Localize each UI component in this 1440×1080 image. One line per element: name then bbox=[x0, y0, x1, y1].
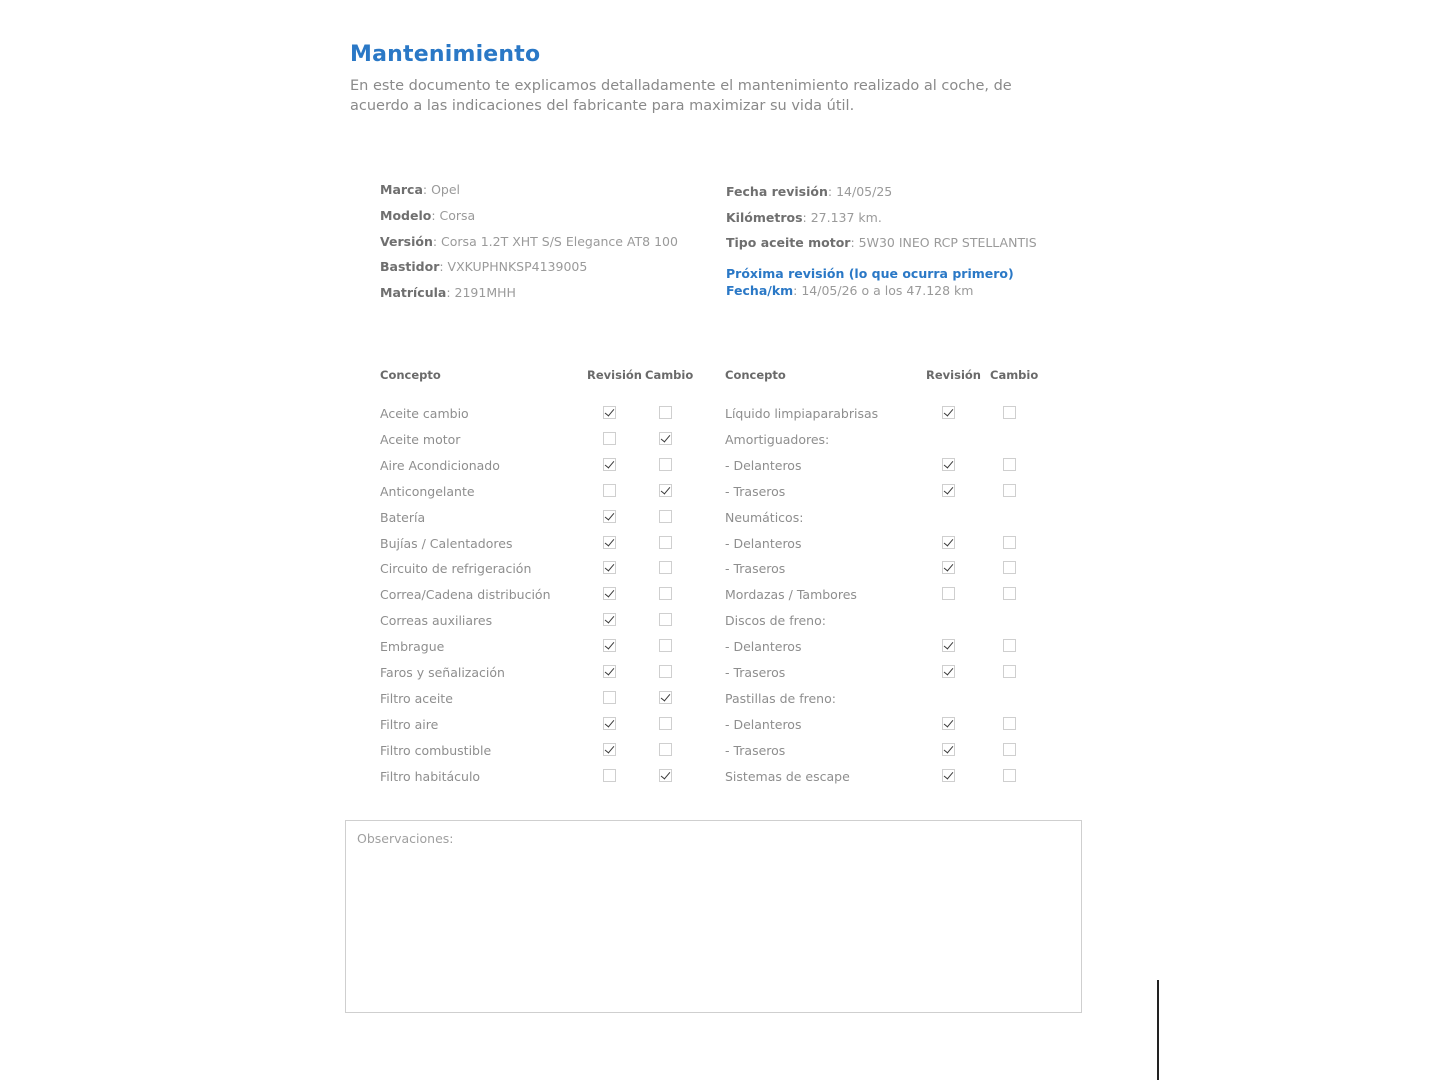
info-key: Kilómetros bbox=[726, 210, 803, 225]
revision-checkbox-checked[interactable] bbox=[603, 587, 616, 600]
checklist-label: Anticongelante bbox=[380, 483, 475, 499]
info-version bbox=[380, 234, 678, 249]
revision-checkbox-checked[interactable] bbox=[942, 769, 955, 782]
checklist-label: - Delanteros bbox=[725, 639, 802, 655]
checklist-row bbox=[725, 430, 1425, 450]
checklist-label: Mordazas / Tambores bbox=[725, 587, 857, 603]
revision-checkbox[interactable] bbox=[603, 769, 616, 782]
checklist-label: - Traseros bbox=[725, 742, 786, 758]
header-revision-right: Revisión bbox=[926, 368, 981, 382]
checklist-row bbox=[725, 534, 1425, 554]
info-key: Marca bbox=[380, 182, 423, 197]
checklist-row bbox=[725, 559, 1425, 579]
info-key: Matrícula bbox=[380, 285, 447, 300]
change-checkbox[interactable] bbox=[1003, 743, 1016, 756]
info-chassis bbox=[380, 259, 587, 274]
revision-checkbox-checked[interactable] bbox=[603, 536, 616, 549]
checklist-row bbox=[725, 508, 1425, 528]
revision-checkbox-checked[interactable] bbox=[942, 717, 955, 730]
checklist-label: Líquido limpiaparabrisas bbox=[725, 406, 879, 421]
info-value: : Corsa 1.2T XHT S/S Elegance AT8 100 bbox=[432, 234, 678, 249]
info-value: : 27.137 km. bbox=[802, 210, 882, 225]
revision-checkbox-checked[interactable] bbox=[603, 743, 616, 756]
change-checkbox-checked[interactable] bbox=[659, 432, 672, 445]
revision-checkbox-checked[interactable] bbox=[603, 510, 616, 523]
change-checkbox-checked[interactable] bbox=[659, 484, 672, 497]
checklist-label: Filtro combustible bbox=[380, 742, 492, 758]
change-checkbox-checked[interactable] bbox=[659, 691, 672, 704]
revision-checkbox-checked[interactable] bbox=[942, 484, 955, 497]
info-model bbox=[380, 208, 475, 223]
change-checkbox[interactable] bbox=[1003, 406, 1016, 419]
info-plate bbox=[380, 285, 516, 300]
info-brand bbox=[380, 182, 460, 197]
checklist-label: Aceite motor bbox=[380, 431, 461, 447]
info-value: : 5W30 INEO RCP STELLANTIS bbox=[850, 235, 1037, 250]
revision-checkbox-checked[interactable] bbox=[942, 665, 955, 678]
change-checkbox[interactable] bbox=[1003, 587, 1016, 600]
checklist-row bbox=[725, 456, 1425, 476]
change-checkbox[interactable] bbox=[1003, 484, 1016, 497]
info-value: : Opel bbox=[422, 182, 461, 197]
header-change-left: Cambio bbox=[645, 368, 694, 382]
checklist-label: Faros y señalización bbox=[380, 665, 505, 680]
observations-box[interactable] bbox=[345, 820, 1082, 1013]
revision-checkbox-checked[interactable] bbox=[603, 665, 616, 678]
checklist-row bbox=[725, 585, 1425, 605]
revision-checkbox-checked[interactable] bbox=[603, 458, 616, 471]
header-revision-left: Revisión bbox=[587, 368, 642, 382]
change-checkbox[interactable] bbox=[1003, 717, 1016, 730]
revision-checkbox[interactable] bbox=[603, 691, 616, 704]
checklist-label: Neumáticos: bbox=[725, 509, 804, 525]
checklist-label: Pastillas de freno: bbox=[725, 690, 836, 706]
change-checkbox[interactable] bbox=[659, 587, 672, 600]
change-checkbox[interactable] bbox=[659, 458, 672, 471]
observations-label: Observaciones: bbox=[357, 831, 454, 846]
change-checkbox[interactable] bbox=[659, 510, 672, 523]
checklist-label: - Traseros bbox=[725, 561, 786, 577]
checklist-label: - Delanteros bbox=[725, 716, 802, 732]
checklist-label: Aire Acondicionado bbox=[380, 457, 500, 473]
info-key: Fecha revisión bbox=[726, 184, 828, 199]
info-kilometers bbox=[726, 210, 882, 225]
revision-checkbox-checked[interactable] bbox=[942, 458, 955, 471]
info-value: : Corsa bbox=[431, 208, 476, 223]
change-checkbox[interactable] bbox=[659, 743, 672, 756]
checklist-label: Discos de freno: bbox=[725, 613, 826, 629]
revision-checkbox-checked[interactable] bbox=[603, 639, 616, 652]
checklist-row bbox=[725, 767, 1425, 787]
revision-checkbox-checked[interactable] bbox=[603, 406, 616, 419]
checklist-row bbox=[725, 482, 1425, 502]
page-title: Mantenimiento bbox=[350, 42, 541, 67]
change-checkbox[interactable] bbox=[1003, 665, 1016, 678]
checklist-label: Filtro habitáculo bbox=[380, 768, 481, 784]
checklist-row bbox=[725, 715, 1425, 735]
change-checkbox[interactable] bbox=[1003, 639, 1016, 652]
revision-checkbox-checked[interactable] bbox=[603, 613, 616, 626]
header-change-right: Cambio bbox=[990, 368, 1039, 382]
next-revision-title: Próxima revisión (lo que ocurra primero) bbox=[726, 266, 1014, 281]
info-revision-date bbox=[726, 184, 892, 199]
intro-text: En este documento te explicamos detalladamente el mantenimiento realizado al coche, de acuerdo a las indicaciones del fabricante para maximizar su vida útil. bbox=[350, 78, 1012, 114]
info-key: Bastidor bbox=[380, 259, 440, 274]
revision-checkbox-checked[interactable] bbox=[942, 639, 955, 652]
checklist-label: - Traseros bbox=[725, 665, 786, 680]
revision-checkbox-checked[interactable] bbox=[942, 561, 955, 574]
checklist-label: Amortiguadores: bbox=[725, 431, 830, 447]
change-checkbox-checked[interactable] bbox=[659, 769, 672, 782]
page-edge-mark bbox=[1157, 980, 1159, 1080]
checklist-label: - Delanteros bbox=[725, 457, 802, 473]
info-value: : 14/05/26 o a los 47.128 km bbox=[793, 283, 974, 298]
info-key: Tipo aceite motor bbox=[726, 235, 851, 250]
checklist-row bbox=[725, 741, 1425, 761]
checklist-row bbox=[725, 637, 1425, 657]
checklist-label: Sistemas de escape bbox=[725, 768, 850, 784]
header-concept-left: Concepto bbox=[380, 368, 441, 382]
header-concept-right: Concepto bbox=[725, 368, 786, 382]
checklist-label: Circuito de refrigeración bbox=[380, 561, 532, 577]
checklist-label: Embrague bbox=[380, 639, 445, 655]
change-checkbox[interactable] bbox=[659, 406, 672, 419]
info-value: : VXKUPHNKSP4139005 bbox=[439, 259, 588, 274]
change-checkbox[interactable] bbox=[1003, 458, 1016, 471]
revision-checkbox[interactable] bbox=[603, 484, 616, 497]
change-checkbox[interactable] bbox=[659, 639, 672, 652]
next-revision-row bbox=[726, 283, 973, 298]
revision-checkbox[interactable] bbox=[942, 587, 955, 600]
change-checkbox[interactable] bbox=[1003, 561, 1016, 574]
info-key: Versión bbox=[380, 234, 433, 249]
revision-checkbox-checked[interactable] bbox=[603, 561, 616, 574]
checklist-label: Filtro aire bbox=[380, 716, 439, 732]
checklist-label: Filtro aceite bbox=[380, 690, 453, 706]
info-value: : 2191MHH bbox=[446, 285, 516, 300]
checklist-label: Bujías / Calentadores bbox=[380, 535, 513, 551]
checklist-label: Correa/Cadena distribución bbox=[380, 587, 551, 603]
change-checkbox[interactable] bbox=[659, 665, 672, 678]
checklist-row bbox=[725, 611, 1425, 631]
change-checkbox[interactable] bbox=[659, 613, 672, 626]
revision-checkbox-checked[interactable] bbox=[942, 406, 955, 419]
info-oil-type bbox=[726, 235, 1037, 250]
revision-checkbox-checked[interactable] bbox=[942, 536, 955, 549]
info-key: Modelo bbox=[380, 208, 432, 223]
change-checkbox[interactable] bbox=[1003, 536, 1016, 549]
change-checkbox[interactable] bbox=[1003, 769, 1016, 782]
checklist-row bbox=[725, 689, 1425, 709]
change-checkbox[interactable] bbox=[659, 717, 672, 730]
info-value: : 14/05/25 bbox=[827, 184, 893, 199]
checklist-row bbox=[725, 663, 1425, 683]
checklist-row bbox=[725, 404, 1425, 424]
revision-checkbox-checked[interactable] bbox=[942, 743, 955, 756]
checklist-label: - Delanteros bbox=[725, 535, 802, 551]
checklist-label: Aceite cambio bbox=[380, 406, 469, 421]
info-key: Fecha/km bbox=[726, 283, 794, 298]
change-checkbox[interactable] bbox=[659, 561, 672, 574]
change-checkbox[interactable] bbox=[659, 536, 672, 549]
checklist-label: Batería bbox=[380, 509, 426, 525]
checklist-label: Correas auxiliares bbox=[380, 613, 493, 629]
revision-checkbox-checked[interactable] bbox=[603, 717, 616, 730]
checklist-label: - Traseros bbox=[725, 483, 786, 499]
revision-checkbox[interactable] bbox=[603, 432, 616, 445]
